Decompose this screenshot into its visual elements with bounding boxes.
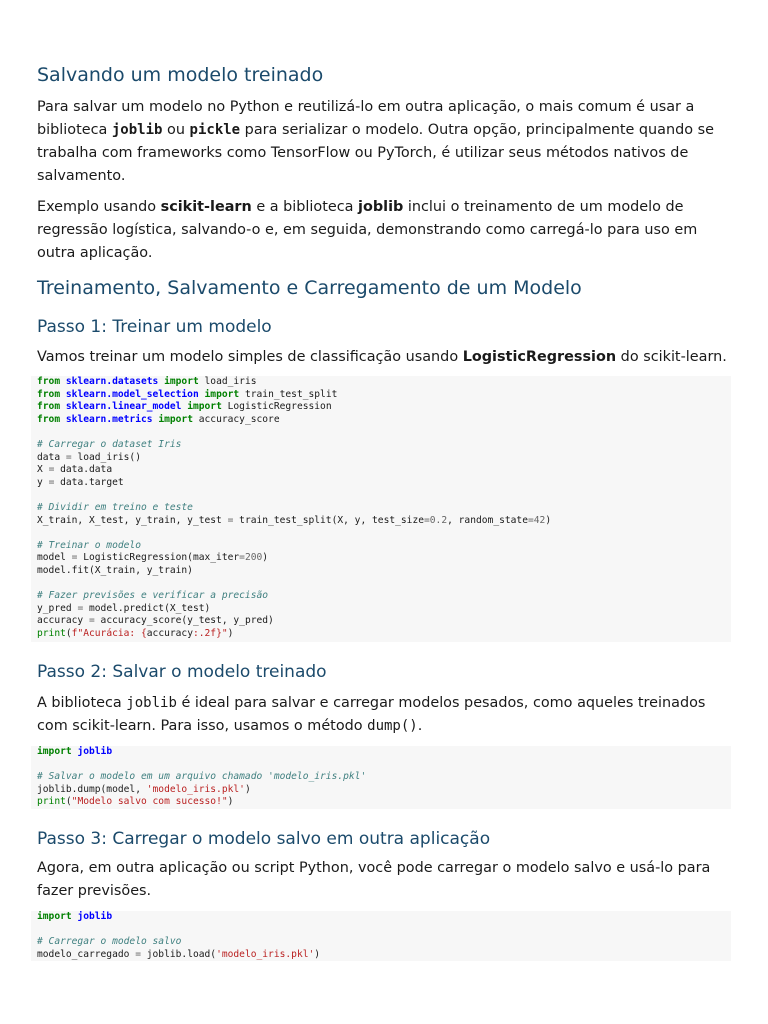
text: do scikit-learn.: [616, 349, 727, 365]
heading-training-saving-loading: Treinamento, Salvamento e Carregamento de um Modelo: [37, 277, 582, 299]
code-text: train_test_split: [239, 388, 338, 400]
code-text: modelo_carregado: [37, 948, 136, 960]
code-text: data: [37, 451, 66, 463]
code-text: y: [37, 476, 49, 488]
text: e a biblioteca: [251, 199, 359, 215]
keyword: from: [37, 388, 61, 400]
code-text: joblib.dump(model,: [37, 783, 147, 795]
text: para serializar o modelo. Outra opção, principalmente quando se trabalha com frameworks como TensorFlow ou PyTorch, é utilizar seus métodos nativos de salvamento.: [37, 122, 714, 184]
operator: =: [48, 464, 55, 476]
text: ou: [162, 122, 190, 138]
builtin-function: print: [37, 627, 66, 639]
inline-code-dump: dump(): [367, 718, 418, 734]
heading-saving-model: Salvando um modelo treinado: [37, 64, 324, 86]
code-text: load_iris: [198, 376, 257, 387]
heading-step-1: Passo 1: Treinar um modelo: [37, 317, 272, 337]
code-text: data.data: [54, 464, 113, 476]
code-text: X_train, X_test, y_train, y_test: [37, 514, 228, 526]
keyword: import: [37, 911, 72, 922]
example-paragraph: [37, 196, 731, 265]
operator: =: [71, 552, 78, 564]
keyword: from: [37, 376, 61, 387]
keyword: from: [37, 401, 61, 413]
text: é ideal para salvar e carregar modelos pesados, como aqueles treinados com scikit-learn. Para isso, usamos o método: [37, 695, 706, 734]
inline-code-joblib: joblib: [126, 695, 177, 711]
step-1-paragraph: [37, 346, 731, 369]
code-block-train: [31, 376, 731, 642]
code-block-save: [31, 746, 731, 809]
keyword: import: [37, 746, 72, 757]
step-2-paragraph: [37, 692, 731, 738]
code-comment: # Carregar o modelo salvo: [37, 936, 182, 948]
code-text: accuracy_score(y_test, y_pred): [94, 615, 274, 627]
operator: =: [48, 476, 55, 488]
operator: =: [424, 514, 430, 526]
code-text: LogisticRegression(max_iter: [77, 552, 240, 564]
code-block-load: [31, 911, 731, 961]
string-literal: f"Acurácia: {: [71, 627, 147, 639]
code-text: (: [65, 627, 72, 639]
operator: =: [227, 514, 234, 526]
code-text: ): [227, 627, 234, 639]
string-literal: 'modelo_iris.pkl': [216, 948, 315, 960]
text: Para salvar um modelo no Python e reutilizá-lo em outra aplicação, o mais comum é usar a biblioteca: [37, 99, 695, 138]
operator: =: [65, 451, 72, 463]
code-comment: # Carregar o dataset Iris: [37, 438, 182, 450]
code-text: joblib.load(: [140, 948, 217, 960]
number-literal: 200: [244, 552, 263, 564]
code-comment: # Salvar o modelo em um arquivo chamado 'modelo_iris.pkl': [37, 771, 367, 783]
code-text: load_iris(): [71, 451, 141, 463]
code-text: X: [37, 464, 49, 476]
code-text: ): [262, 552, 269, 564]
code-text: ): [314, 948, 321, 960]
code-text: y_pred: [37, 602, 78, 614]
code-text: train_test_split(X, y, test_size: [233, 514, 424, 526]
inline-code-joblib: joblib: [111, 122, 163, 138]
operator: =: [88, 615, 95, 627]
keyword: import: [158, 413, 193, 425]
code-comment: # Dividir em treino e teste: [37, 501, 193, 513]
operator: =: [77, 602, 84, 614]
code-text: ): [244, 783, 251, 795]
module-name: sklearn.linear_model: [65, 401, 182, 413]
text: inclui o treinamento de um modelo de regressão logística, salvando-o e, em seguida, demonstrando como carregá-lo para uso em outra aplicação.: [37, 199, 698, 261]
code-text: data.target: [54, 476, 124, 488]
step-3-paragraph: Agora, em outra aplicação ou script Python, você pode carregar o modelo salvo e usá-lo para fazer previsões.: [37, 860, 711, 899]
code-text: model: [37, 552, 72, 564]
text: Vamos treinar um modelo simples de classificação usando: [37, 349, 463, 365]
string-literal: "Modelo salvo com sucesso!": [71, 796, 228, 808]
operator: =: [135, 948, 141, 960]
code-text: LogisticRegression: [221, 401, 332, 413]
number-literal: 0.2: [429, 514, 448, 526]
heading-step-2: Passo 2: Salvar o modelo treinado: [37, 662, 327, 682]
code-comment: # Treinar o modelo: [37, 539, 141, 551]
text: .: [417, 718, 423, 734]
code-text: ): [545, 514, 552, 526]
code-text: model.fit(X_train, y_train): [37, 564, 193, 576]
operator: =: [527, 514, 534, 526]
bold-joblib: joblib: [358, 199, 404, 215]
code-comment: # Fazer previsões e verificar a precisão: [37, 590, 269, 602]
bold-scikit-learn: scikit-learn: [160, 199, 252, 215]
module-name: joblib: [77, 911, 113, 922]
bold-logistic-regression: LogisticRegression: [462, 349, 617, 365]
intro-paragraph: [37, 96, 731, 188]
code-text: accuracy_score: [192, 413, 280, 425]
text: A biblioteca: [37, 695, 127, 711]
module-name: sklearn.model_selection: [65, 388, 199, 400]
module-name: joblib: [77, 746, 113, 757]
code-text: model.predict(X_test): [83, 602, 211, 614]
module-name: sklearn.metrics: [65, 413, 153, 425]
code-text: (: [65, 796, 72, 808]
code-text: , random_state: [447, 514, 528, 526]
code-text: accuracy: [146, 627, 193, 639]
string-literal: :.2f: [192, 627, 217, 639]
string-literal: }": [216, 627, 228, 639]
code-text: accuracy: [37, 615, 89, 627]
operator: =: [239, 552, 245, 564]
keyword: from: [37, 413, 61, 425]
module-name: sklearn.datasets: [65, 376, 159, 387]
keyword: import: [164, 376, 199, 387]
number-literal: 42: [533, 514, 546, 526]
code-text: ): [227, 796, 234, 808]
string-literal: 'modelo_iris.pkl': [146, 783, 245, 795]
inline-code-pickle: pickle: [189, 122, 241, 138]
keyword: import: [187, 401, 222, 413]
heading-step-3: Passo 3: Carregar o modelo salvo em outra aplicação: [37, 829, 491, 849]
builtin-function: print: [37, 796, 66, 808]
keyword: import: [204, 388, 240, 400]
text: Exemplo usando: [37, 199, 161, 215]
